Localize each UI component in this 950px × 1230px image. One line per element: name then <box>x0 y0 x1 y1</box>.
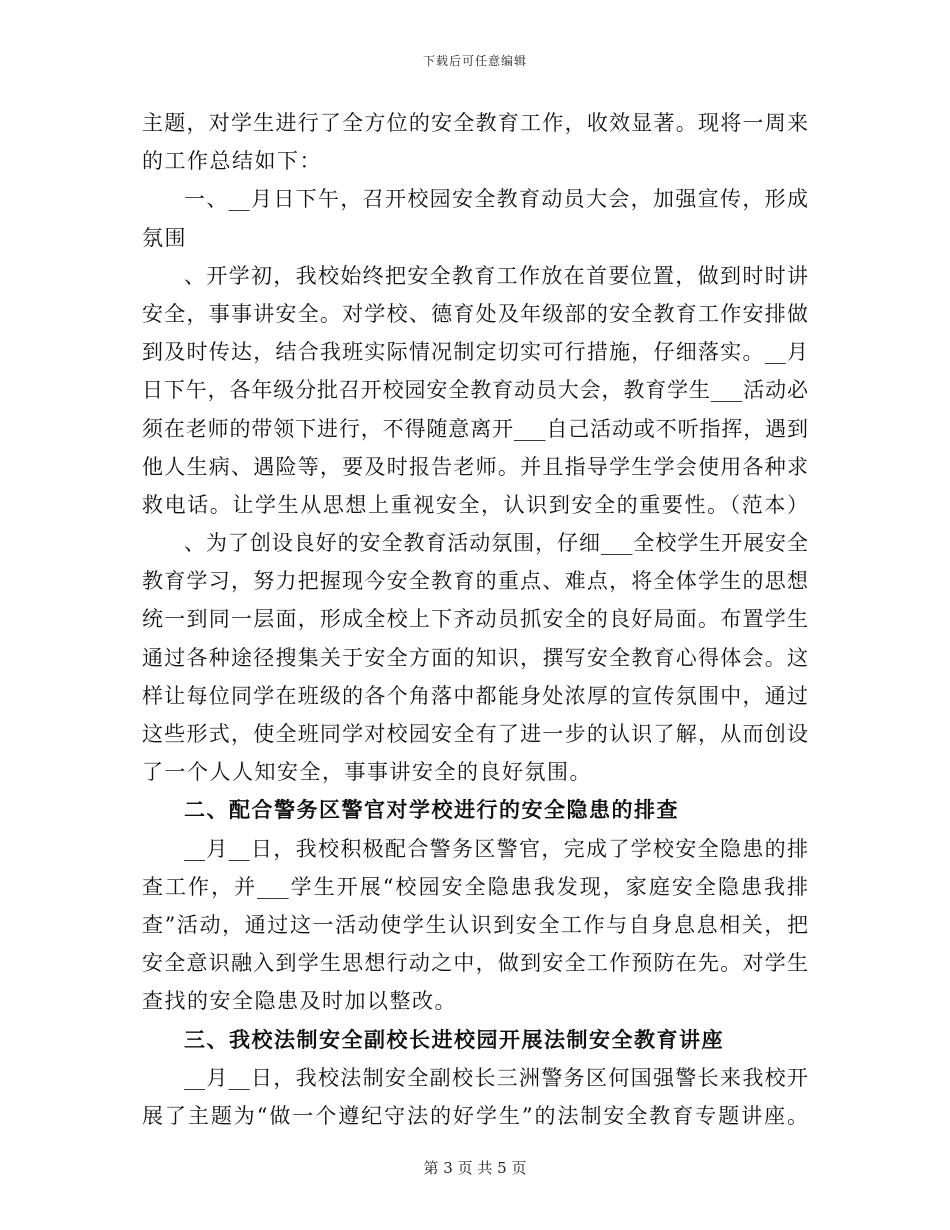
text-line: 到及时传达，结合我班实际情况制定切实可行措施，仔细落实。__月 <box>142 340 808 365</box>
text-line: 安全，事事讲安全。对学校、德育处及年级部的安全教育工作安排做 <box>142 301 808 326</box>
text-line: 教育学习，努力把握现今安全教育的重点、难点，将全体学生的思想 <box>142 569 808 594</box>
text-line: 安全意识融入到学生思想行动之中，做到安全工作预防在先。对学生 <box>142 951 808 976</box>
text-line: 这些形式，使全班同学对校园安全有了进一步的认识了解，从而创设 <box>142 722 808 746</box>
text-line: 须在老师的带领下进行，不得随意离开___自己活动或不听指挥，遇到 <box>142 416 808 441</box>
text-line: 一、__月日下午，召开校园安全教育动员大会，加强宣传，形成 <box>184 187 808 212</box>
page-header: 下载后可任意编辑 <box>422 54 527 68</box>
text-line: 救电话。让学生从思想上重视安全，认识到安全的重要性。（范本） <box>142 492 808 517</box>
text-line: __月__日，我校积极配合警务区警官，完成了学校安全隐患的排 <box>184 836 808 861</box>
section-heading: 二、配合警务区警官对学校进行的安全隐患的排查 <box>184 797 679 823</box>
document-body <box>142 104 808 1135</box>
text-line: 、开学初，我校始终把安全教育工作放在首要位置，做到时时讲 <box>184 263 808 288</box>
text-line: __月__日，我校法制安全副校长三洲警务区何国强警长来我校开 <box>184 1065 808 1090</box>
text-line: 日下午，各年级分批召开校园安全教育动员大会，教育学生___活动必 <box>142 378 808 403</box>
text-line: 了一个人人知安全，事事讲安全的良好氛围。 <box>142 760 592 785</box>
text-line: 统一到同一层面，形成全校上下齐动员抓安全的良好局面。布置学生 <box>142 607 808 632</box>
text-line: 展了主题为“做一个遵纪守法的好学生”的法制安全教育专题讲座。 <box>142 1103 808 1128</box>
section-heading: 三、我校法制安全副校长进校园开展法制安全教育讲座 <box>184 1026 724 1052</box>
text-line: 查找的安全隐患及时加以整改。 <box>142 989 457 1014</box>
text-line: 通过各种途径搜集关于安全方面的知识，撰写安全教育心得体会。这 <box>142 645 808 670</box>
text-line: 他人生病、遇险等，要及时报告老师。并且指导学生学会使用各种求 <box>142 454 808 479</box>
text-line: 氛围 <box>142 225 187 250</box>
text-line: 查工作，并___学生开展“校园安全隐患我发现，家庭安全隐患我排 <box>142 874 808 899</box>
text-line: 、为了创设良好的安全教育活动氛围，仔细___全校学生开展安全 <box>184 531 808 556</box>
page-footer: 第 3 页 共 5 页 <box>423 1159 527 1177</box>
text-line: 样让每位同学在班级的各个角落中都能身处浓厚的宣传氛围中，通过 <box>142 683 808 708</box>
text-line: 的工作总结如下： <box>142 149 322 174</box>
text-line: 查”活动，通过这一活动使学生认识到安全工作与自身息息相关，把 <box>142 912 808 937</box>
text-line: 主题，对学生进行了全方位的安全教育工作，收效显著。现将一周来 <box>142 111 808 135</box>
